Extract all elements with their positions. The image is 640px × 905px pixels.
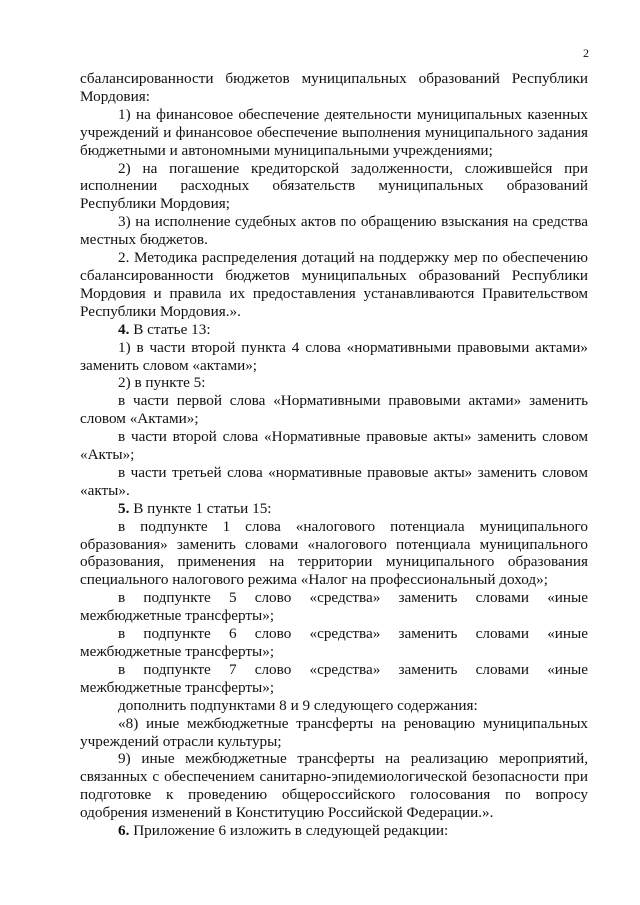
paragraph: сбалансированности бюджетов муниципальных образований Республики Мордовия: bbox=[80, 70, 588, 105]
paragraph: в подпункте 1 слова «налогового потенциала муниципального образования» заменить словами «налогового потенциала муниципального образования, применения на территории муниципального образования специального налогового режима «Налог на профессиональный доход»; bbox=[80, 517, 588, 589]
paragraph: 2. Методика распределения дотаций на поддержку мер по обеспечению сбалансированности бюджетов муниципальных образований Республики Мордовия и правила их предоставления устанавливаются Правительством Республики Мордовия.». bbox=[80, 249, 588, 320]
paragraph: дополнить подпунктами 8 и 9 следующего содержания: bbox=[118, 696, 478, 714]
document-body bbox=[80, 70, 588, 840]
section-number: 4. bbox=[118, 320, 130, 338]
page-number: 2 bbox=[583, 46, 589, 60]
paragraph: в части первой слова «Нормативными правовыми актами» заменить словом «Актами»; bbox=[80, 392, 588, 428]
section-text: Приложение 6 изложить в следующей редакции: bbox=[129, 822, 449, 840]
paragraph: 2) на погашение кредиторской задолженности, сложившейся при исполнении расходных обязательств муниципальных образований Республики Мордовия; bbox=[80, 159, 588, 213]
paragraph: в части третьей слова «нормативные правовые акты» заменить словом «акты». bbox=[80, 463, 588, 499]
section-heading bbox=[80, 500, 588, 518]
section-text: В статье 13: bbox=[129, 320, 211, 338]
paragraph: 1) на финансовое обеспечение деятельности муниципальных казенных учреждений и финансовое обеспечение выполнения муниципального задания бюджетными и автономными муниципальными учреждениями; bbox=[80, 105, 588, 159]
section-number: 6. bbox=[118, 822, 130, 840]
paragraph: в части второй слова «Нормативные правовые акты» заменить словом «Акты»; bbox=[80, 428, 588, 464]
paragraph: 1) в части второй пункта 4 слова «нормативными правовыми актами» заменить словом «актами»; bbox=[80, 338, 588, 374]
paragraph: 2) в пункте 5: bbox=[118, 374, 206, 392]
section-heading bbox=[80, 822, 588, 840]
paragraph: «8) иные межбюджетные трансферты на реновацию муниципальных учреждений отрасли культуры; bbox=[80, 714, 588, 750]
section-number: 5. bbox=[118, 499, 130, 517]
paragraph: 9) иные межбюджетные трансферты на реализацию мероприятий, связанных с обеспечением санитарно-эпидемиологической безопасности при подготовке к проведению общероссийского голосования по вопросу одобрения изменений в Конституцию Российской Федерации.». bbox=[80, 750, 588, 822]
paragraph: в подпункте 6 слово «средства» заменить словами «иные межбюджетные трансферты»; bbox=[80, 625, 588, 660]
paragraph: в подпункте 5 слово «средства» заменить словами «иные межбюджетные трансферты»; bbox=[80, 589, 588, 625]
section-heading bbox=[80, 321, 588, 339]
paragraph: в подпункте 7 слово «средства» заменить словами «иные межбюджетные трансферты»; bbox=[80, 660, 588, 696]
paragraph: 3) на исполнение судебных актов по обращению взыскания на средства местных бюджетов. bbox=[80, 213, 588, 249]
section-text: В пункте 1 статьи 15: bbox=[129, 499, 272, 517]
